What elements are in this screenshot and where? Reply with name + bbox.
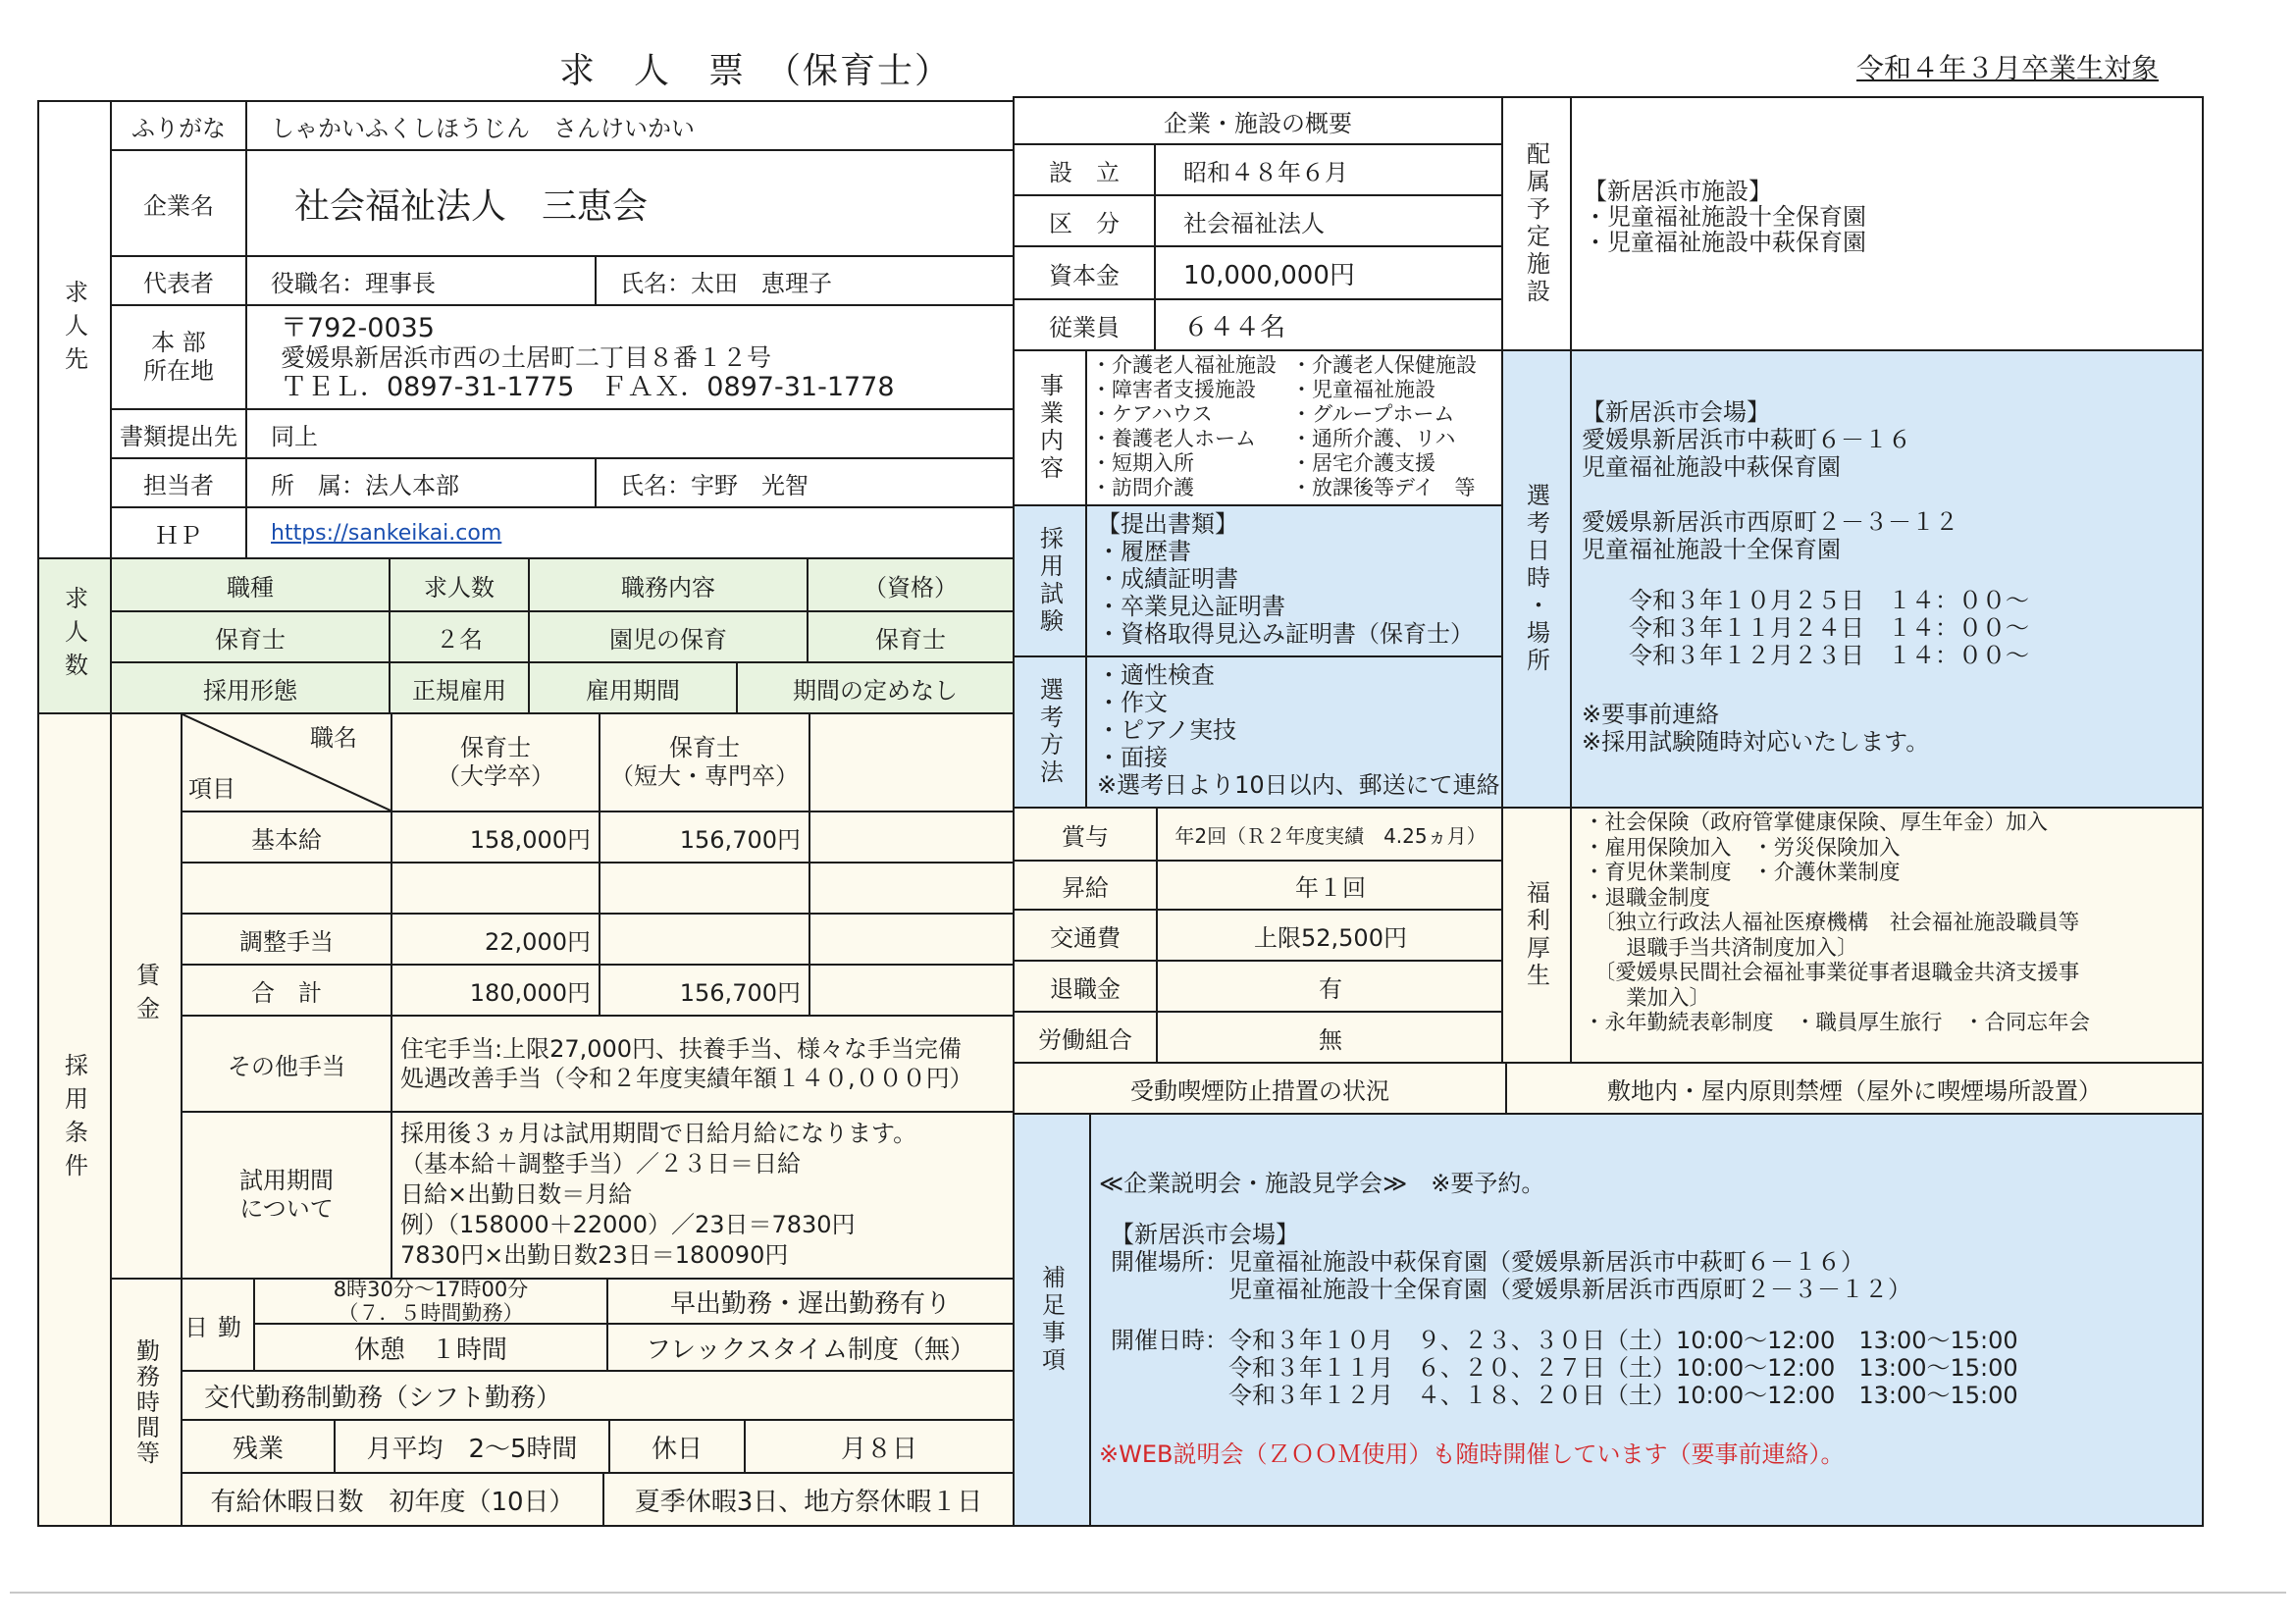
business-list-left: ・介護老人福祉施設 ・障害者支援施設 ・ケアハウス ・養護老人ホーム ・短期入所 ・訪問介護 xyxy=(1091,353,1277,499)
supplement-dates: 開催日時：令和３年１０月 ９、２３、３０日（土）10:00～12:00 13:00～15:00 令和３年１１月 ６、２０、２７日（土）10:00～12:00 13:00～15:00 令和３年１２月 ４、１８、２０日（土）10:00～12:00 13:00～15:00 xyxy=(1111,1327,2018,1409)
total-empty xyxy=(809,964,1015,1017)
count-value: ２名 xyxy=(389,610,530,663)
exam-label: 採用試験 xyxy=(1013,504,1087,657)
total-college: 156,700円 xyxy=(599,964,810,1017)
union-value: 無 xyxy=(1156,1011,1505,1064)
schedule-dates: 令和３年１０月２５日 １４：００～ 令和３年１１月２４日 １４：００～ 令和３年１２月２３日 １４：００～ xyxy=(1629,587,2029,669)
company-name: 社会福祉法人 三恵会 xyxy=(245,149,1015,257)
postal-code: 〒792-0035 xyxy=(281,313,435,343)
col-univ-header: 保育士 （大学卒） xyxy=(391,712,600,812)
blank-row-univ xyxy=(391,862,600,915)
qualification-value: 保育士 xyxy=(807,610,1015,663)
duty-value: 園児の保育 xyxy=(528,610,809,663)
hq-label: 本 部 所在地 xyxy=(110,304,247,410)
schedule-content xyxy=(1570,349,2204,809)
address: 愛媛県新居浜市西の土居町二丁目８番１２号 xyxy=(281,343,772,372)
method-text: ・適性検査 ・作文 ・ピアノ実技 ・面接 ※選考日より10日以内、郵送にて連絡 xyxy=(1085,655,1503,809)
hp-label: ＨＰ xyxy=(110,506,247,559)
blank-row-empty xyxy=(809,862,1015,915)
web-seminar-note: ※WEB説明会（ＺＯＯＭ使用）も随時開催しています（要事前連絡）。 xyxy=(1099,1440,1845,1468)
job-header: 職種 xyxy=(110,557,391,612)
recruiter-section-label: 求人先 xyxy=(37,100,112,559)
smoking-value: 敷地内・屋内原則禁煙（屋外に喫煙場所設置） xyxy=(1505,1062,2204,1115)
other-allowance-text: 住宅手当:上限27,000円、扶養手当、様々な手当完備 処遇改善手当（令和２年度実績年額１４０,０００円） xyxy=(391,1015,1015,1113)
hq-address-cell xyxy=(245,304,1015,410)
exam-text: 【提出書類】 ・履歴書 ・成績証明書 ・卒業見込証明書 ・資格取得見込み証明書（保育士） xyxy=(1085,504,1503,657)
positions-section-label: 求人数 xyxy=(37,557,112,714)
col-college-header: 保育士 （短大・専門卒） xyxy=(599,712,810,812)
raise-value: 年１回 xyxy=(1156,860,1505,911)
job-value: 保育士 xyxy=(110,610,391,663)
holiday-label: 休日 xyxy=(608,1419,746,1474)
schedule-notes: ※要事前連絡 ※採用試験随時対応いたします。 xyxy=(1582,701,1930,756)
method-label: 選考方法 xyxy=(1013,655,1087,809)
base-salary-empty xyxy=(809,811,1015,864)
schedule-venue: 【新居浜市会場】 愛媛県新居浜市中萩町６－１６ 児童福祉施設中萩保育園 愛媛県新居浜市西原町２－３－１２ 児童福祉施設十全保育園 xyxy=(1582,398,1958,563)
duty-header: 職務内容 xyxy=(528,557,809,612)
employment-period-label: 雇用期間 xyxy=(528,661,738,714)
hp-cell xyxy=(245,506,1015,559)
schedule-label: 選考日時・場所 xyxy=(1501,349,1572,809)
docs-label: 書類提出先 xyxy=(110,408,247,459)
adjustment-college xyxy=(599,913,810,966)
other-allowance-label: その他手当 xyxy=(181,1015,392,1113)
day-shift-time: 8時30分～17時00分 （７．５時間勤務） xyxy=(253,1278,608,1325)
bonus-value: 年2回（Ｒ２年度実績 4.25ヵ月） xyxy=(1156,807,1505,862)
trial-text: 採用後３ヵ月は試用期間で日給月給になります。 （基本給＋調整手当）／２３日＝日給 日給×出勤日数＝月給 例）（158000＋22000）／23日＝7830円 7830円×出勤日数23日＝180090円 xyxy=(391,1111,1015,1280)
adjustment-univ: 22,000円 xyxy=(391,913,600,966)
employment-type-label: 採用形態 xyxy=(110,661,391,714)
target-graduates: 令和４年３月卒業生対象 xyxy=(1856,52,2160,84)
contact-label: 担当者 xyxy=(110,457,247,508)
employment-period-value: 期間の定めなし xyxy=(736,661,1015,714)
page-title: 求 人 票 （保育士） xyxy=(559,51,953,91)
phone-fax: ＴＥＬ．0897-31-1775 ＦＡＸ．0897-31-1778 xyxy=(281,372,895,402)
company-label: 企業名 xyxy=(110,149,247,257)
blank-row-label xyxy=(181,862,392,915)
employment-type-value: 正規雇用 xyxy=(389,661,530,714)
retirement-label: 退職金 xyxy=(1013,960,1158,1013)
shift-work: 交代勤務制勤務（シフト勤務） xyxy=(181,1370,1015,1421)
supplement-label: 補足事項 xyxy=(1013,1113,1091,1527)
type-label: 区 分 xyxy=(1013,194,1156,247)
conditions-section-label: 採用条件 xyxy=(37,712,112,1527)
holiday-value: 月８日 xyxy=(744,1419,1015,1474)
total-label: 合 計 xyxy=(181,964,392,1017)
adjustment-empty xyxy=(809,913,1015,966)
trial-label: 試用期間 について xyxy=(181,1111,392,1280)
paid-leave-label: 有給休暇日数 初年度（10日） xyxy=(181,1472,604,1527)
hours-label: 勤務時間等 xyxy=(110,1278,183,1527)
transport-label: 交通費 xyxy=(1013,909,1158,962)
paid-leave-value: 夏季休暇3日、地方祭休暇１日 xyxy=(602,1472,1015,1527)
business-list-right: ・介護老人保健施設 ・児童福祉施設 ・グループホーム ・通所介護、リハ ・居宅介護支援 ・放課後等デイ 等 xyxy=(1291,353,1477,499)
furigana-value: しゃかいふくしほうじん さんけいかい xyxy=(245,100,1015,151)
staff-value: ６４４名 xyxy=(1154,298,1503,351)
day-shift-label: 日勤 xyxy=(181,1278,255,1372)
placement-text: 【新居浜市施設】 ・児童福祉施設十全保育園 ・児童福祉施設中萩保育園 xyxy=(1570,96,2204,351)
bonus-label: 賞与 xyxy=(1013,807,1158,862)
diag-top-label: 職名 xyxy=(310,724,357,752)
representative-name: 氏名：太田 恵理子 xyxy=(595,255,1015,306)
qualification-header: （資格） xyxy=(807,557,1015,612)
flex-time: フレックスタイム制度（無） xyxy=(606,1323,1015,1372)
retirement-value: 有 xyxy=(1156,960,1505,1013)
supplement-heading: ≪企業説明会・施設見学会≫ ※要予約。 xyxy=(1099,1170,1545,1197)
overtime-label: 残業 xyxy=(181,1419,336,1474)
docs-value: 同上 xyxy=(245,408,1015,459)
base-salary-univ: 158,000円 xyxy=(391,811,600,864)
furigana-label: ふりがな xyxy=(110,100,247,151)
count-header: 求人数 xyxy=(389,557,530,612)
blank-row-college xyxy=(599,862,810,915)
placement-label: 配属予定施設 xyxy=(1501,96,1572,351)
business-label: 事業内容 xyxy=(1013,349,1087,506)
raise-label: 昇給 xyxy=(1013,860,1158,911)
capital-value: 10,000,000円 xyxy=(1154,245,1503,300)
adjustment-label: 調整手当 xyxy=(181,913,392,966)
representative-label: 代表者 xyxy=(110,255,247,306)
base-salary-college: 156,700円 xyxy=(599,811,810,864)
type-value: 社会福祉法人 xyxy=(1154,194,1503,247)
col-empty-header xyxy=(809,712,1015,812)
wage-diagonal-header xyxy=(181,712,392,812)
representative-title: 役職名：理事長 xyxy=(245,255,597,306)
supplement-venue: 【新居浜市会場】 開催場所：児童福祉施設中萩保育園（愛媛県新居浜市中萩町６－１６） 児童福祉施設十全保育園（愛媛県新居浜市西原町２－３－１２） xyxy=(1111,1221,1911,1303)
supplement-content xyxy=(1089,1113,2204,1527)
union-label: 労働組合 xyxy=(1013,1011,1158,1064)
established-label: 設 立 xyxy=(1013,143,1156,196)
welfare-label: 福利厚生 xyxy=(1501,807,1572,1064)
hp-link[interactable]: https://sankeikai.com xyxy=(271,520,502,546)
total-univ: 180,000円 xyxy=(391,964,600,1017)
smoking-label: 受動喫煙防止措置の状況 xyxy=(1013,1062,1507,1115)
capital-label: 資本金 xyxy=(1013,245,1156,300)
early-late-shift: 早出勤務・遅出勤務有り xyxy=(606,1278,1015,1325)
base-salary-label: 基本給 xyxy=(181,811,392,864)
break-time: 休憩 １時間 xyxy=(253,1323,608,1372)
overview-header: 企業・施設の概要 xyxy=(1013,96,1503,145)
transport-value: 上限52,500円 xyxy=(1156,909,1505,962)
diag-bottom-label: 項目 xyxy=(188,775,235,803)
staff-label: 従業員 xyxy=(1013,298,1156,351)
business-content xyxy=(1085,349,1503,506)
overtime-value: 月平均 2～5時間 xyxy=(334,1419,610,1474)
wage-label: 賃金 xyxy=(110,712,183,1280)
contact-dept: 所 属：法人本部 xyxy=(245,457,597,508)
welfare-text: ・社会保険（政府管掌健康保険、厚生年金）加入 ・雇用保険加入 ・労災保険加入 ・育児休業制度 ・介護休業制度 ・退職金制度 〔独立行政法人福祉医療機構 社会福祉施設職員等 退職手当共済制度加入〕 〔愛媛県民間社会福祉事業従事者退職金共済支援事 業加入〕 ・永年勤続表彰制度 ・職員厚生旅行 ・合同忘年会 xyxy=(1570,807,2204,1064)
bottom-rule xyxy=(10,1592,2286,1594)
established-value: 昭和４８年６月 xyxy=(1154,143,1503,196)
contact-name: 氏名：宇野 光智 xyxy=(595,457,1015,508)
